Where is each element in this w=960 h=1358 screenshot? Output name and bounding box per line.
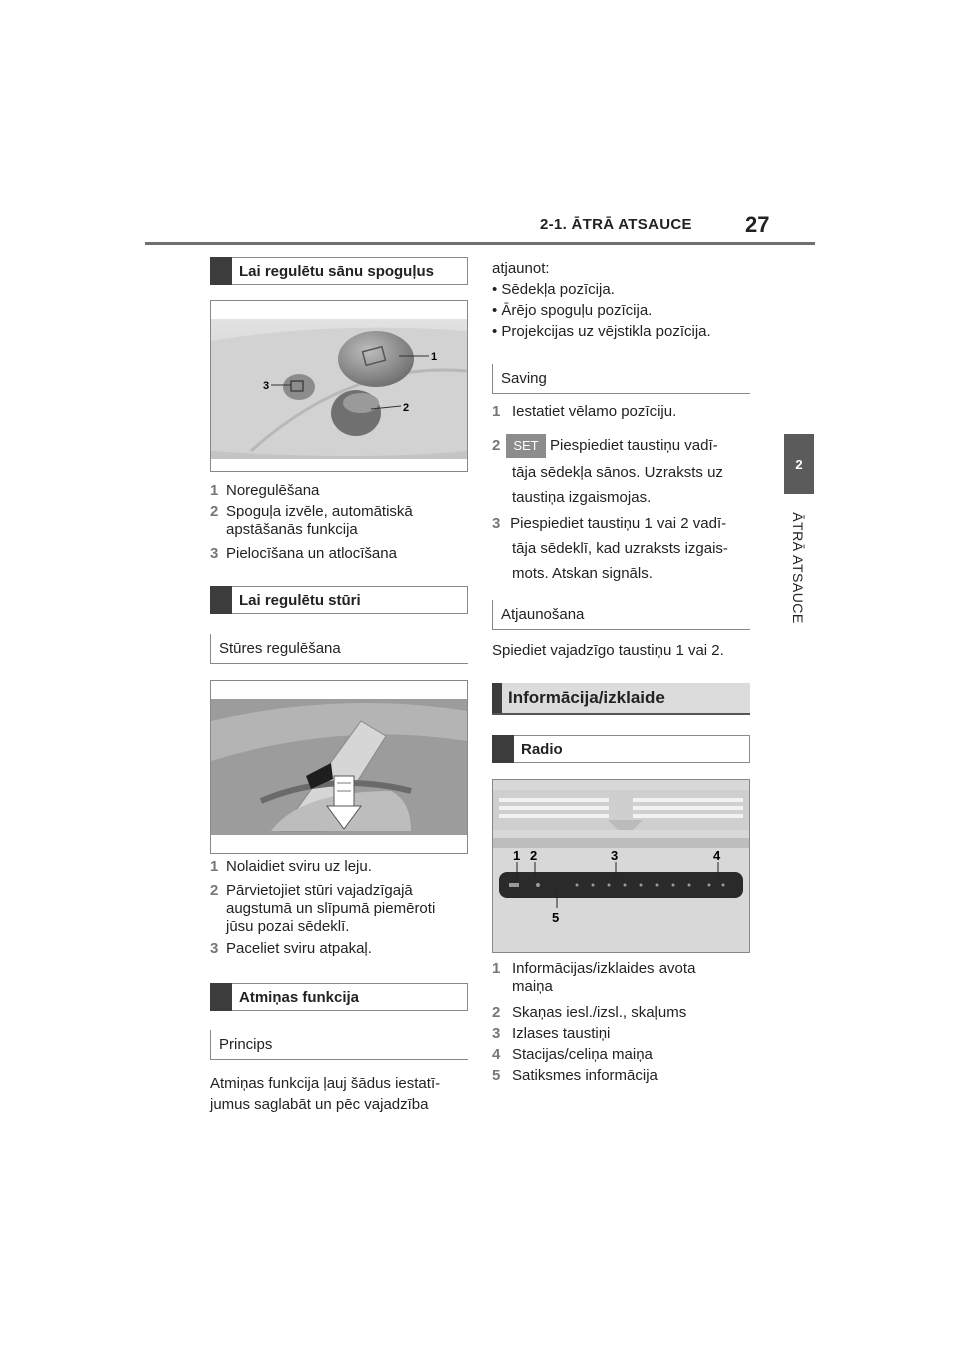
radio-callout-1: 1 xyxy=(513,848,521,863)
list-item: 2 Spoguļa izvēle, automātiskā apstāšanās funkcija xyxy=(210,503,413,538)
subheading-saving: Saving xyxy=(492,364,750,394)
list-item: 2 Pārvietojiet stūri vajadzīgajā augstumā un slīpumā piemēroti jūsu pozai sēdeklī. xyxy=(210,882,436,935)
subheading-wheel-adjust: Stūres regulēšana xyxy=(210,634,468,664)
callout-2: 2 xyxy=(403,402,410,414)
list-item: 1 Iestatiet vēlamo pozīciju. xyxy=(492,403,677,420)
subheading-principle: Princips xyxy=(210,1030,468,1060)
list-item: 3 Pielocīšana un atlocīšana xyxy=(210,545,397,562)
list-item: 1 Nolaidiet sviru uz leju. xyxy=(210,858,372,875)
chapter-tab: 2 xyxy=(784,434,814,494)
memory-bullets: • Sēdekļa pozīcija. • Ārējo spoguļu pozīcija. • Projekcijas uz vējstikla pozīcija. xyxy=(492,281,711,340)
header-rule xyxy=(145,242,815,245)
subheading-restore: Atjaunošana xyxy=(492,600,750,630)
saving-step-3: 3 Piespiediet taustiņu 1 vai 2 vadī- tāja sēdeklī, kad uzraksts izgais- mots. Atskan signāls. xyxy=(492,515,728,582)
restore-text: Spiediet vajadzīgo taustiņu 1 vai 2. xyxy=(492,642,724,659)
page-number: 27 xyxy=(745,212,770,237)
set-button-icon: SET xyxy=(506,434,546,458)
radio-callout-5: 5 xyxy=(552,910,560,925)
section-heading-infotainment: Informācija/izklaide xyxy=(492,683,750,715)
radio-callout-3: 3 xyxy=(611,848,619,863)
radio-panel-figure xyxy=(492,779,750,953)
section-heading-wheel: Lai regulētu stūri xyxy=(210,586,468,614)
callout-1: 1 xyxy=(431,351,438,363)
section-heading-radio: Radio xyxy=(492,735,750,763)
memory-paragraph: Atmiņas funkcija ļauj šādus iestatī- jumus saglabāt un pēc vajadzība xyxy=(210,1075,441,1113)
list-item: 2 Skaņas iesl./izsl., skaļums xyxy=(492,1004,687,1021)
callout-3: 3 xyxy=(263,380,270,392)
list-item: 4 Stacijas/celiņa maiņa xyxy=(492,1046,653,1063)
memory-list-intro: atjaunot: xyxy=(492,260,550,277)
radio-callout-2: 2 xyxy=(530,848,538,863)
chapter-tab-label: ĀTRĀ ATSAUCE xyxy=(790,512,806,624)
list-item: 1 Informācijas/izklaides avota maiņa xyxy=(492,960,696,995)
list-item: 3 Paceliet sviru atpakaļ. xyxy=(210,940,372,957)
mirror-controls-figure xyxy=(210,300,468,472)
list-item: 5 Satiksmes informācija xyxy=(492,1067,658,1084)
section-heading-mirrors: Lai regulētu sānu spoguļus xyxy=(210,257,468,285)
running-header-title: 2-1. ĀTRĀ ATSAUCE xyxy=(540,216,692,233)
saving-step-2: 2 SET Piespiediet taustiņu vadī- tāja sēdekļa sānos. Uzraksts uz taustiņa izgaismojas. xyxy=(492,434,757,508)
radio-callout-4: 4 xyxy=(713,848,721,863)
section-heading-memory: Atmiņas funkcija xyxy=(210,983,468,1011)
steering-lever-figure xyxy=(210,680,468,854)
list-item: 3 Izlases taustiņi xyxy=(492,1025,611,1042)
list-item: 1 Noregulēšana xyxy=(210,482,320,499)
